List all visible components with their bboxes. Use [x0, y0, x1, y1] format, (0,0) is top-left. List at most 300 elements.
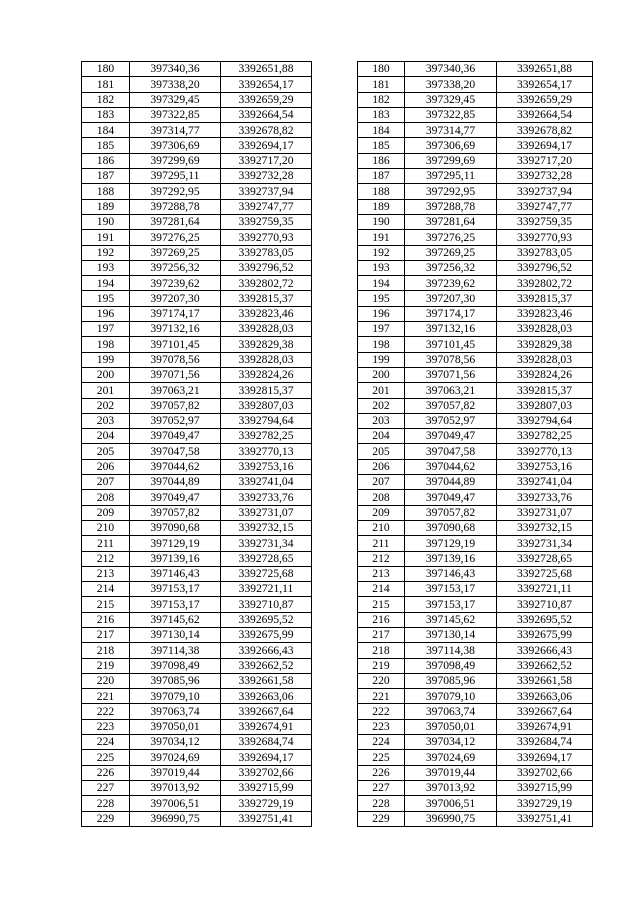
point-number-cell: 208	[358, 490, 405, 505]
x-coordinate-cell: 397292,95	[130, 184, 221, 199]
point-number-cell: 221	[358, 689, 405, 704]
table-row	[82, 214, 593, 229]
column-gap	[312, 459, 358, 474]
x-coordinate-cell: 397130,14	[405, 627, 497, 642]
column-gap	[312, 413, 358, 428]
point-number-cell: 185	[82, 138, 130, 153]
x-coordinate-cell: 397057,82	[405, 398, 497, 413]
column-gap	[312, 566, 358, 581]
column-gap	[312, 276, 358, 291]
point-number-cell: 229	[358, 811, 405, 826]
table-row	[82, 459, 593, 474]
table-row	[82, 77, 593, 92]
column-gap	[312, 367, 358, 382]
point-number-cell: 215	[82, 597, 130, 612]
x-coordinate-cell: 397174,17	[130, 306, 221, 321]
x-coordinate-cell: 397085,96	[130, 673, 221, 688]
y-coordinate-cell: 3392659,29	[497, 92, 593, 107]
x-coordinate-cell: 397057,82	[405, 505, 497, 520]
y-coordinate-cell: 3392733,76	[221, 490, 312, 505]
point-number-cell: 191	[82, 230, 130, 245]
y-coordinate-cell: 3392828,03	[221, 352, 312, 367]
y-coordinate-cell: 3392694,17	[221, 138, 312, 153]
x-coordinate-cell: 397052,97	[405, 413, 497, 428]
point-number-cell: 220	[82, 673, 130, 688]
column-gap	[312, 337, 358, 352]
point-number-cell: 223	[358, 719, 405, 734]
y-coordinate-cell: 3392782,25	[497, 429, 593, 444]
y-coordinate-cell: 3392651,88	[497, 62, 593, 77]
y-coordinate-cell: 3392741,04	[221, 475, 312, 490]
y-coordinate-cell: 3392728,65	[497, 551, 593, 566]
x-coordinate-cell: 396990,75	[130, 811, 221, 826]
table-row	[82, 107, 593, 122]
y-coordinate-cell: 3392731,07	[221, 505, 312, 520]
x-coordinate-cell: 397306,69	[405, 138, 497, 153]
column-gap	[312, 214, 358, 229]
y-coordinate-cell: 3392666,43	[221, 643, 312, 658]
x-coordinate-cell: 397071,56	[130, 367, 221, 382]
point-number-cell: 206	[358, 459, 405, 474]
x-coordinate-cell: 397288,78	[405, 199, 497, 214]
table-row	[82, 306, 593, 321]
x-coordinate-cell: 397322,85	[405, 107, 497, 122]
point-number-cell: 222	[82, 704, 130, 719]
x-coordinate-cell: 397146,43	[405, 566, 497, 581]
point-number-cell: 218	[82, 643, 130, 658]
x-coordinate-cell: 397329,45	[405, 92, 497, 107]
point-number-cell: 203	[358, 413, 405, 428]
point-number-cell: 229	[82, 811, 130, 826]
x-coordinate-cell: 397101,45	[130, 337, 221, 352]
column-gap	[312, 352, 358, 367]
point-number-cell: 226	[82, 765, 130, 780]
y-coordinate-cell: 3392694,17	[497, 750, 593, 765]
x-coordinate-cell: 397114,38	[405, 643, 497, 658]
y-coordinate-cell: 3392694,17	[221, 750, 312, 765]
y-coordinate-cell: 3392731,34	[497, 536, 593, 551]
x-coordinate-cell: 397050,01	[130, 719, 221, 734]
y-coordinate-cell: 3392828,03	[221, 322, 312, 337]
column-gap	[312, 536, 358, 551]
x-coordinate-cell: 397256,32	[405, 260, 497, 275]
x-coordinate-cell: 397288,78	[130, 199, 221, 214]
column-gap	[312, 658, 358, 673]
column-gap	[312, 138, 358, 153]
x-coordinate-cell: 397006,51	[130, 796, 221, 811]
point-number-cell: 220	[358, 673, 405, 688]
point-number-cell: 227	[82, 780, 130, 795]
point-number-cell: 194	[82, 276, 130, 291]
point-number-cell: 194	[358, 276, 405, 291]
table-row	[82, 643, 593, 658]
table-row	[82, 780, 593, 795]
x-coordinate-cell: 397314,77	[405, 123, 497, 138]
point-number-cell: 201	[358, 383, 405, 398]
column-gap	[312, 719, 358, 734]
column-gap	[312, 322, 358, 337]
column-gap	[312, 689, 358, 704]
point-number-cell: 225	[82, 750, 130, 765]
column-gap	[312, 612, 358, 627]
x-coordinate-cell: 397129,19	[405, 536, 497, 551]
column-gap	[312, 520, 358, 535]
x-coordinate-cell: 397101,45	[405, 337, 497, 352]
y-coordinate-cell: 3392815,37	[497, 383, 593, 398]
table-row	[82, 582, 593, 597]
y-coordinate-cell: 3392675,99	[221, 627, 312, 642]
point-number-cell: 213	[82, 566, 130, 581]
point-number-cell: 190	[358, 214, 405, 229]
point-number-cell: 219	[82, 658, 130, 673]
x-coordinate-cell: 397174,17	[405, 306, 497, 321]
point-number-cell: 199	[358, 352, 405, 367]
point-number-cell: 198	[82, 337, 130, 352]
x-coordinate-cell: 397239,62	[405, 276, 497, 291]
column-gap	[312, 811, 358, 826]
y-coordinate-cell: 3392802,72	[497, 276, 593, 291]
table-row	[82, 153, 593, 168]
x-coordinate-cell: 397130,14	[130, 627, 221, 642]
x-coordinate-cell: 397281,64	[130, 214, 221, 229]
y-coordinate-cell: 3392815,37	[221, 383, 312, 398]
x-coordinate-cell: 397146,43	[130, 566, 221, 581]
point-number-cell: 205	[358, 444, 405, 459]
x-coordinate-cell: 397006,51	[405, 796, 497, 811]
point-number-cell: 219	[358, 658, 405, 673]
point-number-cell: 189	[82, 199, 130, 214]
table-row	[82, 383, 593, 398]
point-number-cell: 210	[82, 520, 130, 535]
y-coordinate-cell: 3392828,03	[497, 322, 593, 337]
y-coordinate-cell: 3392731,34	[221, 536, 312, 551]
table-row	[82, 490, 593, 505]
y-coordinate-cell: 3392737,94	[221, 184, 312, 199]
point-number-cell: 193	[82, 260, 130, 275]
table-row	[82, 627, 593, 642]
table-row	[82, 551, 593, 566]
x-coordinate-cell: 397292,95	[405, 184, 497, 199]
column-gap	[312, 673, 358, 688]
column-gap	[312, 643, 358, 658]
x-coordinate-cell: 397329,45	[130, 92, 221, 107]
point-number-cell: 186	[358, 153, 405, 168]
point-number-cell: 190	[82, 214, 130, 229]
y-coordinate-cell: 3392824,26	[497, 367, 593, 382]
y-coordinate-cell: 3392710,87	[497, 597, 593, 612]
point-number-cell: 215	[358, 597, 405, 612]
column-gap	[312, 184, 358, 199]
y-coordinate-cell: 3392828,03	[497, 352, 593, 367]
column-gap	[312, 123, 358, 138]
column-gap	[312, 551, 358, 566]
y-coordinate-cell: 3392741,04	[497, 475, 593, 490]
x-coordinate-cell: 397256,32	[130, 260, 221, 275]
x-coordinate-cell: 397044,62	[130, 459, 221, 474]
point-number-cell: 180	[358, 62, 405, 77]
table-row	[82, 735, 593, 750]
y-coordinate-cell: 3392674,91	[497, 719, 593, 734]
y-coordinate-cell: 3392751,41	[497, 811, 593, 826]
point-number-cell: 224	[358, 735, 405, 750]
y-coordinate-cell: 3392815,37	[497, 291, 593, 306]
table-row	[82, 475, 593, 490]
y-coordinate-cell: 3392815,37	[221, 291, 312, 306]
y-coordinate-cell: 3392663,06	[497, 689, 593, 704]
x-coordinate-cell: 397114,38	[130, 643, 221, 658]
column-gap	[312, 582, 358, 597]
point-number-cell: 207	[358, 475, 405, 490]
table-row	[82, 352, 593, 367]
table-row	[82, 337, 593, 352]
y-coordinate-cell: 3392684,74	[221, 735, 312, 750]
y-coordinate-cell: 3392783,05	[497, 245, 593, 260]
column-gap	[312, 169, 358, 184]
table-row	[82, 811, 593, 826]
point-number-cell: 228	[82, 796, 130, 811]
point-number-cell: 181	[358, 77, 405, 92]
y-coordinate-cell: 3392651,88	[221, 62, 312, 77]
y-coordinate-cell: 3392753,16	[221, 459, 312, 474]
y-coordinate-cell: 3392717,20	[497, 153, 593, 168]
column-gap	[312, 77, 358, 92]
point-number-cell: 199	[82, 352, 130, 367]
table-row	[82, 92, 593, 107]
y-coordinate-cell: 3392747,77	[497, 199, 593, 214]
x-coordinate-cell: 397063,74	[405, 704, 497, 719]
point-number-cell: 216	[82, 612, 130, 627]
x-coordinate-cell: 397207,30	[130, 291, 221, 306]
x-coordinate-cell: 397276,25	[405, 230, 497, 245]
table-row	[82, 184, 593, 199]
y-coordinate-cell: 3392728,65	[221, 551, 312, 566]
column-gap	[312, 704, 358, 719]
x-coordinate-cell: 397340,36	[405, 62, 497, 77]
point-number-cell: 180	[82, 62, 130, 77]
table-row	[82, 230, 593, 245]
table-row	[82, 260, 593, 275]
table-row	[82, 612, 593, 627]
table-row	[82, 444, 593, 459]
point-number-cell: 188	[358, 184, 405, 199]
point-number-cell: 195	[82, 291, 130, 306]
column-gap	[312, 796, 358, 811]
point-number-cell: 187	[82, 169, 130, 184]
x-coordinate-cell: 397050,01	[405, 719, 497, 734]
y-coordinate-cell: 3392770,13	[221, 444, 312, 459]
x-coordinate-cell: 397063,21	[130, 383, 221, 398]
column-gap	[312, 490, 358, 505]
table-row	[82, 169, 593, 184]
point-number-cell: 200	[82, 367, 130, 382]
x-coordinate-cell: 397013,92	[405, 780, 497, 795]
table-row	[82, 199, 593, 214]
x-coordinate-cell: 397269,25	[405, 245, 497, 260]
point-number-cell: 183	[82, 107, 130, 122]
column-gap	[312, 750, 358, 765]
x-coordinate-cell: 397049,47	[130, 490, 221, 505]
point-number-cell: 207	[82, 475, 130, 490]
y-coordinate-cell: 3392823,46	[221, 306, 312, 321]
table-row	[82, 704, 593, 719]
point-number-cell: 191	[358, 230, 405, 245]
y-coordinate-cell: 3392715,99	[497, 780, 593, 795]
table-row	[82, 138, 593, 153]
x-coordinate-cell: 397269,25	[130, 245, 221, 260]
column-gap	[312, 780, 358, 795]
point-number-cell: 189	[358, 199, 405, 214]
point-number-cell: 213	[358, 566, 405, 581]
x-coordinate-cell: 397239,62	[130, 276, 221, 291]
y-coordinate-cell: 3392715,99	[221, 780, 312, 795]
point-number-cell: 186	[82, 153, 130, 168]
y-coordinate-cell: 3392796,52	[221, 260, 312, 275]
column-gap	[312, 735, 358, 750]
x-coordinate-cell: 397338,20	[405, 77, 497, 92]
y-coordinate-cell: 3392829,38	[221, 337, 312, 352]
column-gap	[312, 153, 358, 168]
y-coordinate-cell: 3392675,99	[497, 627, 593, 642]
x-coordinate-cell: 396990,75	[405, 811, 497, 826]
point-number-cell: 204	[82, 429, 130, 444]
y-coordinate-cell: 3392702,66	[497, 765, 593, 780]
table-row	[82, 796, 593, 811]
point-number-cell: 182	[358, 92, 405, 107]
x-coordinate-cell: 397338,20	[130, 77, 221, 92]
point-number-cell: 195	[358, 291, 405, 306]
table-row	[82, 719, 593, 734]
y-coordinate-cell: 3392829,38	[497, 337, 593, 352]
point-number-cell: 224	[82, 735, 130, 750]
point-number-cell: 221	[82, 689, 130, 704]
y-coordinate-cell: 3392717,20	[221, 153, 312, 168]
column-gap	[312, 597, 358, 612]
y-coordinate-cell: 3392732,15	[497, 520, 593, 535]
point-number-cell: 184	[82, 123, 130, 138]
point-number-cell: 192	[358, 245, 405, 260]
y-coordinate-cell: 3392694,17	[497, 138, 593, 153]
column-gap	[312, 230, 358, 245]
point-number-cell: 214	[82, 582, 130, 597]
x-coordinate-cell: 397314,77	[130, 123, 221, 138]
y-coordinate-cell: 3392796,52	[497, 260, 593, 275]
point-number-cell: 227	[358, 780, 405, 795]
point-number-cell: 203	[82, 413, 130, 428]
y-coordinate-cell: 3392664,54	[221, 107, 312, 122]
point-number-cell: 182	[82, 92, 130, 107]
y-coordinate-cell: 3392662,52	[221, 658, 312, 673]
x-coordinate-cell: 397057,82	[130, 505, 221, 520]
point-number-cell: 193	[358, 260, 405, 275]
column-gap	[312, 627, 358, 642]
point-number-cell: 209	[358, 505, 405, 520]
y-coordinate-cell: 3392678,82	[497, 123, 593, 138]
y-coordinate-cell: 3392751,41	[221, 811, 312, 826]
column-gap	[312, 62, 358, 77]
y-coordinate-cell: 3392732,28	[497, 169, 593, 184]
table-row	[82, 291, 593, 306]
y-coordinate-cell: 3392661,58	[221, 673, 312, 688]
point-number-cell: 201	[82, 383, 130, 398]
y-coordinate-cell: 3392732,28	[221, 169, 312, 184]
x-coordinate-cell: 397295,11	[130, 169, 221, 184]
table-row	[82, 520, 593, 535]
x-coordinate-cell: 397129,19	[130, 536, 221, 551]
y-coordinate-cell: 3392824,26	[221, 367, 312, 382]
y-coordinate-cell: 3392721,11	[221, 582, 312, 597]
y-coordinate-cell: 3392667,64	[497, 704, 593, 719]
x-coordinate-cell: 397153,17	[130, 597, 221, 612]
y-coordinate-cell: 3392732,15	[221, 520, 312, 535]
y-coordinate-cell: 3392725,68	[221, 566, 312, 581]
x-coordinate-cell: 397034,12	[130, 735, 221, 750]
y-coordinate-cell: 3392664,54	[497, 107, 593, 122]
x-coordinate-cell: 397139,16	[405, 551, 497, 566]
x-coordinate-cell: 397132,16	[130, 322, 221, 337]
column-gap	[312, 107, 358, 122]
x-coordinate-cell: 397090,68	[130, 520, 221, 535]
x-coordinate-cell: 397071,56	[405, 367, 497, 382]
table-row	[82, 750, 593, 765]
x-coordinate-cell: 397295,11	[405, 169, 497, 184]
coordinates-table-body	[82, 62, 593, 827]
y-coordinate-cell: 3392654,17	[221, 77, 312, 92]
x-coordinate-cell: 397034,12	[405, 735, 497, 750]
table-row	[82, 413, 593, 428]
x-coordinate-cell: 397049,47	[405, 429, 497, 444]
y-coordinate-cell: 3392759,35	[221, 214, 312, 229]
y-coordinate-cell: 3392674,91	[221, 719, 312, 734]
x-coordinate-cell: 397098,49	[130, 658, 221, 673]
column-gap	[312, 199, 358, 214]
y-coordinate-cell: 3392729,19	[497, 796, 593, 811]
y-coordinate-cell: 3392807,03	[497, 398, 593, 413]
table-row	[82, 398, 593, 413]
x-coordinate-cell: 397078,56	[130, 352, 221, 367]
x-coordinate-cell: 397044,89	[130, 475, 221, 490]
x-coordinate-cell: 397153,17	[130, 582, 221, 597]
y-coordinate-cell: 3392770,13	[497, 444, 593, 459]
x-coordinate-cell: 397153,17	[405, 597, 497, 612]
point-number-cell: 225	[358, 750, 405, 765]
y-coordinate-cell: 3392753,16	[497, 459, 593, 474]
point-number-cell: 223	[82, 719, 130, 734]
x-coordinate-cell: 397079,10	[405, 689, 497, 704]
y-coordinate-cell: 3392782,25	[221, 429, 312, 444]
x-coordinate-cell: 397044,89	[405, 475, 497, 490]
column-gap	[312, 475, 358, 490]
point-number-cell: 222	[358, 704, 405, 719]
x-coordinate-cell: 397207,30	[405, 291, 497, 306]
column-gap	[312, 291, 358, 306]
x-coordinate-cell: 397047,58	[405, 444, 497, 459]
table-row	[82, 673, 593, 688]
x-coordinate-cell: 397098,49	[405, 658, 497, 673]
point-number-cell: 218	[358, 643, 405, 658]
column-gap	[312, 245, 358, 260]
y-coordinate-cell: 3392759,35	[497, 214, 593, 229]
table-row	[82, 245, 593, 260]
point-number-cell: 209	[82, 505, 130, 520]
table-row	[82, 597, 593, 612]
table-row	[82, 689, 593, 704]
y-coordinate-cell: 3392663,06	[221, 689, 312, 704]
column-gap	[312, 765, 358, 780]
column-gap	[312, 429, 358, 444]
point-number-cell: 184	[358, 123, 405, 138]
x-coordinate-cell: 397139,16	[130, 551, 221, 566]
x-coordinate-cell: 397322,85	[130, 107, 221, 122]
